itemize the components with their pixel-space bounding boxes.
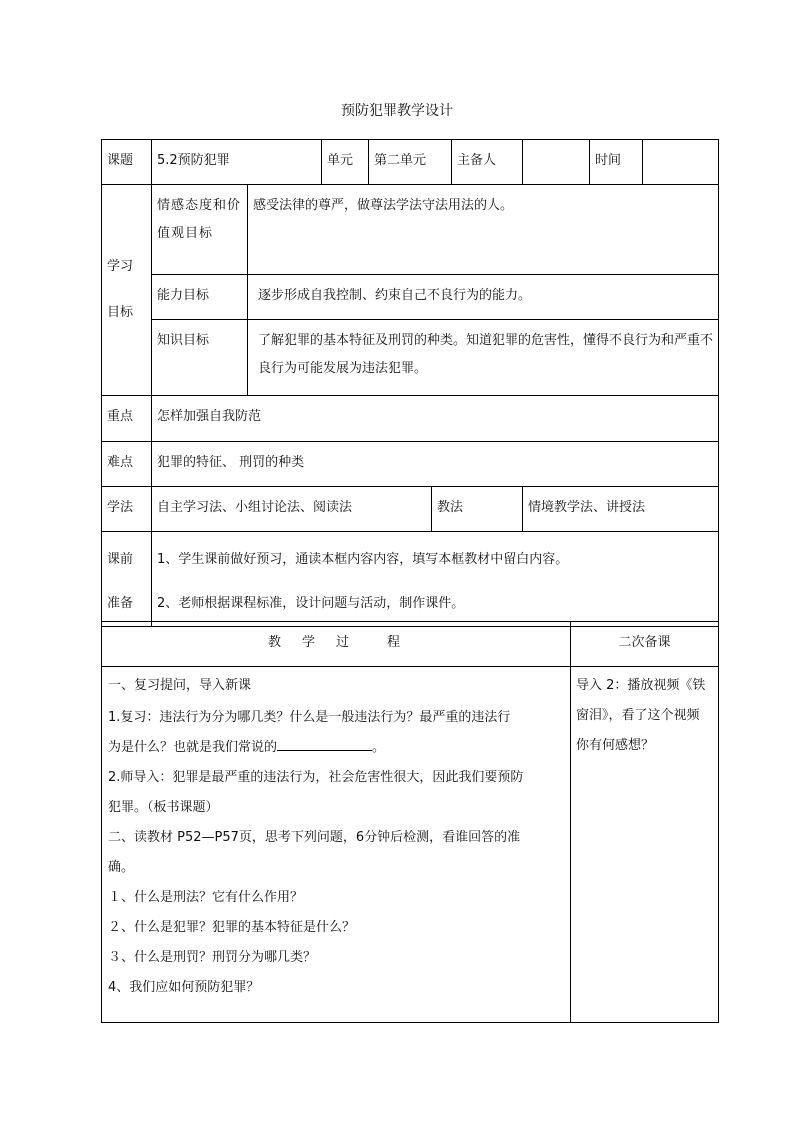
blank-end: 。 bbox=[372, 740, 386, 755]
key-point-label: 重点 bbox=[102, 396, 152, 442]
goal-name-emotion: 情感态度和价值观目标 bbox=[152, 185, 248, 275]
second-prep-line: 导入 2：播放视频《铁 bbox=[576, 678, 706, 693]
goal-content-ability: 逐步形成自我控制、约束自己不良行为的能力。 bbox=[248, 275, 719, 320]
second-prep-content bbox=[571, 667, 719, 1023]
unit-value: 第二单元 bbox=[369, 140, 452, 185]
fill-in-blank bbox=[277, 736, 372, 751]
prep-item: 2、老师根据课程标准，设计问题与活动，制作课件。 bbox=[157, 596, 465, 611]
teach-method-label: 教法 bbox=[432, 487, 523, 532]
preparer-value bbox=[523, 140, 590, 185]
learn-method-label: 学法 bbox=[102, 487, 152, 532]
lesson-value: 5.2预防犯罪 bbox=[152, 140, 322, 185]
time-value bbox=[643, 140, 719, 185]
process-line: １、什么是刑法？它有什么作用？ bbox=[108, 890, 304, 905]
process-line: 4、我们应如何预防犯罪？ bbox=[108, 980, 260, 995]
goals-label-line-2: 目标 bbox=[107, 305, 134, 320]
process-line: 1.复习：违法行为分为哪几类？什么是一般违法行为？最严重的违法行 bbox=[108, 710, 511, 725]
second-prep-line: 窗泪》，看了这个视频 bbox=[576, 708, 700, 723]
process-line: 犯罪。（板书课题） bbox=[108, 800, 219, 815]
teaching-process-table bbox=[101, 621, 719, 1023]
goals-label-line-1: 学习 bbox=[107, 259, 134, 274]
prep-content bbox=[152, 532, 719, 627]
process-line: ３、什么是刑罚？刑罚分为哪几类？ bbox=[108, 950, 317, 965]
unit-label: 单元 bbox=[322, 140, 369, 185]
process-line: 确。 bbox=[108, 860, 135, 875]
second-prep-header: 二次备课 bbox=[571, 622, 719, 667]
goals-label bbox=[102, 185, 152, 396]
goal-content-knowledge: 了解犯罪的基本特征及刑罚的种类。知道犯罪的危害性，懂得不良行为和严重不良行为可能发展为违法犯罪。 bbox=[248, 320, 719, 396]
process-content bbox=[102, 667, 571, 1023]
preparer-label: 主备人 bbox=[452, 140, 523, 185]
learn-method-value: 自主学习法、小组讨论法、阅读法 bbox=[152, 487, 432, 532]
lesson-info-table bbox=[101, 139, 719, 627]
prep-label-line-1: 课前 bbox=[107, 552, 134, 567]
process-line: 一、复习提问，导入新课 bbox=[108, 678, 252, 693]
process-line-with-blank bbox=[108, 733, 564, 763]
document-title: 预防犯罪教学设计 bbox=[341, 103, 453, 119]
second-prep-line: 你有何感想？ bbox=[576, 738, 655, 753]
time-label: 时间 bbox=[590, 140, 643, 185]
process-line-text: 为是什么？也就是我们常说的 bbox=[108, 740, 278, 755]
prep-label bbox=[102, 532, 152, 627]
lesson-label: 课题 bbox=[102, 140, 152, 185]
difficulty-label: 难点 bbox=[102, 442, 152, 487]
key-point-value: 怎样加强自我防范 bbox=[152, 396, 719, 442]
teach-method-value: 情境教学法、讲授法 bbox=[523, 487, 719, 532]
process-line: ２、什么是犯罪？犯罪的基本特征是什么？ bbox=[108, 920, 356, 935]
prep-label-line-2: 准备 bbox=[107, 596, 134, 611]
goal-name-knowledge: 知识目标 bbox=[152, 320, 248, 396]
process-line: 2.师导入：犯罪是最严重的违法行为，社会危害性很大，因此我们要预防 bbox=[108, 770, 524, 785]
prep-item: 1、学生课前做好预习，通读本框内容内容，填写本框教材中留白内容。 bbox=[157, 552, 569, 567]
process-header: 教 学 过 程 bbox=[102, 622, 571, 667]
goal-content-emotion: 感受法律的尊严，做尊法学法守法用法的人。 bbox=[248, 185, 719, 275]
goal-name-ability: 能力目标 bbox=[152, 275, 248, 320]
process-line: 二、读教材 P52—P57页，思考下列问题，6分钟后检测，看谁回答的准 bbox=[108, 830, 521, 845]
difficulty-value: 犯罪的特征、 刑罚的种类 bbox=[152, 442, 719, 487]
